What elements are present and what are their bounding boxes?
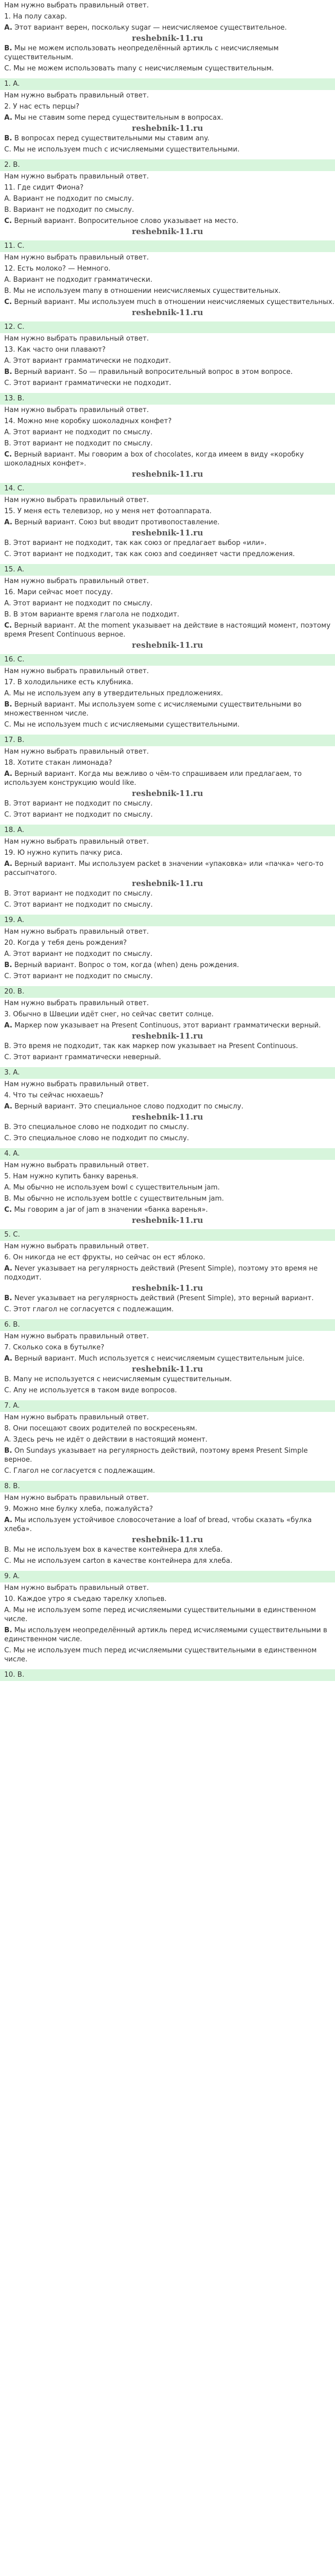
text-line: [4, 333, 335, 344]
watermark-text: reshebnik-11.ru: [131, 789, 204, 798]
option-text: B. Мы не используем many в отношении неисчисляемых существительных.: [4, 287, 281, 295]
option-text: 4. Что ты сейчас нюхаешь?: [4, 1092, 104, 1099]
option-text: On Sundays указывает на регулярность действий, поэтому время Present Simple верное.: [4, 1447, 308, 1464]
option-text: A. Вариант не подходит по смыслу.: [4, 195, 134, 203]
option-text: 10. Каждое утро я съедаю тарелку хлопьев.: [4, 1595, 167, 1603]
option-text: Нам нужно выбрать правильный ответ.: [4, 1161, 149, 1169]
watermark-text: reshebnik-11.ru: [131, 227, 204, 236]
text-line: [4, 1385, 335, 1396]
watermark-text: reshebnik-11.ru: [131, 1364, 204, 1374]
option-letter: C.: [4, 1206, 12, 1214]
option-text: Верный вариант. At the moment указывает на действие в настоящий момент, поэтому время Present Continuous верное.: [4, 622, 331, 639]
option-text: C. Мы не используем much перед исчисляемыми существительными в единственном числе.: [4, 1647, 317, 1663]
option-text: 8. Они посещают своих родителей по воскресеньям.: [4, 1425, 197, 1433]
option-letter: B.: [4, 135, 12, 142]
option-letter: B.: [4, 1626, 12, 1634]
text-line: [4, 495, 335, 506]
answer-banner: 17. B.: [0, 735, 335, 746]
text-line: [4, 101, 335, 112]
option-letter: A.: [4, 860, 13, 868]
option-text: B. Это специальное слово не подходит по смыслу.: [4, 1123, 189, 1131]
text-line: [4, 1171, 335, 1182]
text-line: [4, 809, 335, 820]
answer-banner: 4. A.: [0, 1148, 335, 1160]
text-line: [4, 768, 335, 789]
option-text: Нам нужно выбрать правильный ответ.: [4, 1414, 149, 1421]
text-line: [4, 285, 335, 297]
text-line: [4, 11, 335, 22]
option-text: C. Мы не используем much с исчисляемыми существительными.: [4, 721, 240, 729]
option-letter: A.: [4, 1355, 13, 1363]
text-line: [4, 937, 335, 949]
option-text: С. Мы не можем использовать many с неисчисляемым существительным.: [4, 65, 274, 73]
answer-banner: 18. A.: [0, 825, 335, 836]
text-line: [4, 1133, 335, 1144]
text-line: [4, 252, 335, 263]
option-text: Нам нужно выбрать правильный ответ.: [4, 92, 149, 100]
text-line: [4, 1252, 335, 1263]
text-line: [4, 133, 335, 144]
text-line: [4, 182, 335, 193]
option-text: Верный вариант. Мы используем much в отношении неисчисляемых существительных.: [12, 298, 334, 306]
option-text: B. Это время не подходит, так как маркер now указывает на Present Continuous.: [4, 1042, 298, 1050]
text-line: [4, 666, 335, 677]
text-line: [4, 416, 335, 427]
option-text: 6. Он никогда не ест фрукты, но сейчас он ест яблоко.: [4, 1254, 206, 1262]
option-text: B. Этот вариант не подходит по смыслу.: [4, 890, 153, 898]
answer-banner: 2. B.: [0, 159, 335, 171]
text-line: [4, 998, 335, 1009]
option-text: С. Мы не используем much с исчисляемыми существительными.: [4, 146, 240, 154]
option-text: 9. Можно мне булку хлеба, пожалуйста?: [4, 1505, 153, 1513]
text-line: [4, 263, 335, 274]
option-letter: B.: [4, 961, 12, 969]
option-text: B. Этот вариант не подходит по смыслу.: [4, 800, 153, 808]
text-line: [4, 171, 335, 182]
option-text: A. Мы не используем some перед исчисляемыми существительными в единственном числе.: [4, 1606, 316, 1623]
answer-banner: 1. A.: [0, 78, 335, 90]
text-line: [4, 112, 335, 123]
option-text: A. Вариант не подходит грамматически.: [4, 276, 153, 284]
option-text: Нам нужно выбрать правильный ответ.: [4, 406, 149, 414]
text-line: [4, 1041, 335, 1052]
answer-banner: 11. C.: [0, 240, 335, 252]
option-text: Маркер now указывает на Present Continuous, этот вариант грамматически верный.: [12, 1022, 321, 1030]
text-line: [4, 63, 335, 74]
option-text: A. Мы не используем any в утвердительных предложениях.: [4, 690, 223, 697]
text-line: [4, 549, 335, 560]
option-text: Нам нужно выбрать правильный ответ.: [4, 838, 149, 846]
text-line: [4, 746, 335, 757]
text-line: [4, 1293, 335, 1304]
option-text: Верный вариант. Much используется с неисчисляемым существительным juice.: [12, 1355, 305, 1363]
option-text: Верный вариант. Когда мы вежливо о чём-то спрашиваем или предлагаем, то используем конструкцию would like.: [4, 770, 302, 787]
option-text: B. Мы обычно не используем bottle с существительным jam.: [4, 1195, 224, 1203]
text-line: [4, 517, 335, 528]
watermark-text: reshebnik-11.ru: [131, 640, 204, 650]
option-text: 20. Когда у тебя день рождения?: [4, 939, 127, 947]
option-text: Нам нужно выбрать правильный ответ.: [4, 928, 149, 936]
answer-banner: 12. C.: [0, 321, 335, 333]
option-text: 2. У нас есть перцы?: [4, 103, 80, 111]
option-text: Верный вариант. Мы используем some с исчисляемыми существительными во множественном числе.: [4, 701, 302, 718]
text-line: [4, 1625, 335, 1645]
watermark-text: reshebnik-11.ru: [131, 308, 204, 317]
option-text: 5. Нам нужно купить банку варенья.: [4, 1173, 138, 1180]
answer-banner: 20. B.: [0, 986, 335, 998]
watermark-text: reshebnik-11.ru: [131, 33, 204, 43]
option-text: Нам нужно выбрать правильный ответ.: [4, 173, 149, 181]
answer-banner: 15. A.: [0, 564, 335, 576]
text-line: [4, 888, 335, 899]
option-text: Мы используем устойчивое словосочетание a loaf of bread, чтобы сказать «булка хлеба».: [4, 1516, 312, 1533]
text-line: [4, 274, 335, 285]
option-text: C. Это специальное слово не подходит по смыслу.: [4, 1134, 189, 1142]
option-text: C. Мы не используем carton в качестве контейнера для хлеба.: [4, 1557, 233, 1565]
text-line: [4, 1020, 335, 1031]
option-text: Мы не можем использовать неопределённый артикль с неисчисляемым существительным.: [4, 44, 279, 61]
text-line: [4, 1412, 335, 1423]
option-text: 7. Сколько сока в бутылке?: [4, 1344, 104, 1352]
option-text: Нам нужно выбрать правильный ответ.: [4, 254, 149, 262]
text-line: [4, 427, 335, 438]
text-line: [4, 971, 335, 982]
option-text: C. Этот вариант грамматически не подходит.: [4, 379, 171, 387]
option-text: Нам нужно выбрать правильный ответ.: [4, 1242, 149, 1250]
option-text: C. Этот вариант грамматически неверный.: [4, 1053, 161, 1061]
text-line: [4, 405, 335, 416]
option-letter: A.: [4, 1265, 13, 1273]
option-text: Нам нужно выбрать правильный ответ.: [4, 335, 149, 343]
text-line: [4, 576, 335, 587]
text-line: [4, 587, 335, 598]
option-text: 11. Где сидит Фиона?: [4, 184, 84, 192]
text-line: [4, 1515, 335, 1535]
text-line: [4, 1353, 335, 1364]
option-letter: A.: [4, 1022, 13, 1030]
option-text: A. Этот вариант не подходит по смыслу.: [4, 950, 153, 958]
watermark-text: reshebnik-11.ru: [131, 1215, 204, 1225]
text-line: [4, 1090, 335, 1101]
text-line: [4, 1182, 335, 1193]
option-text: B. Many не используется с неисчисляемым существительным.: [4, 1375, 232, 1383]
text-line: [4, 1555, 335, 1567]
option-letter: A.: [4, 24, 13, 32]
option-text: C. Этот глагол не согласуется с подлежащим.: [4, 1305, 174, 1313]
text-line: [4, 0, 335, 11]
option-text: Нам нужно выбрать правильный ответ.: [4, 1332, 149, 1340]
option-text: Нам нужно выбрать правильный ответ.: [4, 1584, 149, 1592]
text-line: [4, 1304, 335, 1315]
option-text: B. Этот вариант не подходит по смыслу.: [4, 440, 153, 448]
option-text: 13. Как часто они плавают?: [4, 346, 106, 354]
answer-banner: 8. B.: [0, 1481, 335, 1492]
option-text: Нам нужно выбрать правильный ответ.: [4, 1494, 149, 1502]
watermark-text: reshebnik-11.ru: [131, 1112, 204, 1122]
watermark-text: reshebnik-11.ru: [131, 879, 204, 888]
text-line: [4, 899, 335, 910]
text-line: [4, 1544, 335, 1555]
text-line: [4, 1331, 335, 1342]
text-line: [4, 344, 335, 355]
text-line: [4, 1423, 335, 1434]
text-line: [4, 858, 335, 879]
text-line: [4, 688, 335, 699]
text-line: [4, 1594, 335, 1605]
option-text: 12. Есть молоко? — Немного.: [4, 265, 111, 273]
text-line: [4, 1445, 335, 1465]
text-line: [4, 757, 335, 768]
option-letter: A.: [4, 518, 13, 526]
answer-banner: 16. C.: [0, 654, 335, 666]
option-letter: B.: [4, 44, 12, 52]
text-line: [4, 620, 335, 640]
option-text: 1. На полу сахар.: [4, 13, 67, 21]
text-line: [4, 1645, 335, 1665]
option-letter: B.: [4, 368, 12, 376]
option-text: C. Этот вариант не подходит по смыслу.: [4, 972, 153, 980]
option-letter: A.: [4, 1516, 13, 1524]
option-letter: A.: [4, 770, 13, 778]
answer-banner: 9. A.: [0, 1571, 335, 1582]
watermark-text: reshebnik-11.ru: [131, 469, 204, 479]
watermark-text: reshebnik-11.ru: [131, 1535, 204, 1544]
option-text: Верный вариант. Вопрос о том, когда (when) день рождения.: [12, 961, 239, 969]
option-text: 3. Обычно в Швеции идёт снег, но сейчас светит солнце.: [4, 1010, 214, 1018]
watermark-text: reshebnik-11.ru: [131, 1283, 204, 1293]
text-line: [4, 43, 335, 63]
answer-banner: 13. B.: [0, 393, 335, 405]
option-text: 19. Ю нужно купить пачку риса.: [4, 849, 123, 857]
option-text: A. Мы обычно не используем bowl с существительным jam.: [4, 1184, 220, 1192]
text-line: [4, 1374, 335, 1385]
option-text: 16. Мари сейчас моет посуду.: [4, 588, 113, 596]
text-line: [4, 598, 335, 609]
text-line: [4, 699, 335, 719]
answer-banner: 19. A.: [0, 915, 335, 926]
text-line: [4, 216, 335, 227]
answer-banner: 7. A.: [0, 1400, 335, 1412]
option-letter: B.: [4, 1294, 12, 1302]
option-text: C. Глагол не согласуется с подлежащим.: [4, 1467, 155, 1475]
text-line: [4, 609, 335, 620]
option-letter: C.: [4, 451, 12, 459]
option-text: A. Этот вариант не подходит по смыслу.: [4, 600, 153, 607]
option-text: B. Этот вариант не подходит, так как союз or предлагает выбор «или».: [4, 539, 267, 547]
option-text: Нам нужно выбрать правильный ответ.: [4, 1080, 149, 1088]
option-text: Нам нужно выбрать правильный ответ.: [4, 999, 149, 1007]
option-text: Верный вариант. Это специальное слово подходит по смыслу.: [12, 1103, 244, 1111]
text-line: [4, 1342, 335, 1353]
option-text: Мы не ставим some перед существительным в вопросах.: [12, 114, 223, 122]
option-letter: C.: [4, 217, 12, 225]
text-line: [4, 90, 335, 101]
option-text: Мы говорим a jar of jam в значении «банка варенья».: [12, 1206, 208, 1214]
text-line: [4, 449, 335, 469]
text-line: [4, 798, 335, 809]
text-line: [4, 836, 335, 847]
watermark-text: reshebnik-11.ru: [131, 123, 204, 133]
option-text: C. Этот вариант не подходит, так как союз and соединяет части предложения.: [4, 550, 295, 558]
text-line: [4, 1605, 335, 1625]
text-line: [4, 1122, 335, 1133]
text-line: [4, 1160, 335, 1171]
text-line: [4, 677, 335, 688]
option-letter: A.: [4, 114, 13, 122]
option-text: Нам нужно выбрать правильный ответ.: [4, 496, 149, 504]
text-line: [4, 204, 335, 216]
answer-banner: 10. B.: [0, 1669, 335, 1681]
text-line: [4, 1241, 335, 1252]
text-line: [4, 1052, 335, 1063]
option-text: Верный вариант. Мы говорим a box of chocolates, когда имеем в виду «коробку шоколадных конфет».: [4, 451, 304, 468]
option-text: C. Этот вариант не подходит по смыслу.: [4, 901, 153, 909]
option-text: Этот вариант верен, поскольку sugar — неисчисляемое существительное.: [12, 24, 287, 32]
option-text: Верный вариант. Вопросительное слово указывает на место.: [12, 217, 239, 225]
text-line: [4, 719, 335, 730]
text-line: [4, 1465, 335, 1477]
option-letter: B.: [4, 1447, 12, 1455]
text-line: [4, 960, 335, 971]
option-text: Верный вариант. Союз but вводит противопоставление.: [12, 518, 220, 526]
watermark-text: reshebnik-11.ru: [131, 1031, 204, 1041]
option-text: 18. Хотите стакан лимонада?: [4, 759, 112, 767]
option-letter: B.: [4, 701, 12, 709]
option-text: Верный вариант. So — правильный вопросительный вопрос в этом вопросе.: [12, 368, 293, 376]
text-line: [4, 1101, 335, 1112]
option-text: В вопросах перед существительными мы ставим any.: [12, 135, 209, 142]
text-line: [4, 538, 335, 549]
text-line: [4, 926, 335, 937]
option-letter: C.: [4, 298, 12, 306]
text-line: [4, 1263, 335, 1283]
text-line: [4, 193, 335, 204]
text-line: [4, 1204, 335, 1215]
option-text: 17. В холодильнике есть клубника.: [4, 678, 134, 686]
text-line: [4, 1492, 335, 1504]
option-text: A. Этот вариант грамматически не подходит.: [4, 357, 171, 365]
option-text: Нам нужно выбрать правильный ответ.: [4, 2, 149, 10]
text-line: [4, 144, 335, 155]
text-line: [4, 297, 335, 308]
option-text: A. Этот вариант не подходит по смыслу.: [4, 428, 153, 436]
text-line: [4, 366, 335, 378]
option-letter: A.: [4, 1103, 13, 1111]
option-text: B. В этом варианте время глагола не подходит.: [4, 611, 180, 619]
text-line: [4, 355, 335, 366]
option-text: C. Any не используется в таком виде вопросов.: [4, 1387, 177, 1394]
text-line: [4, 949, 335, 960]
option-text: Never указывает на регулярность действий (Present Simple), поэтому это время не подходит.: [4, 1265, 318, 1282]
text-line: [4, 847, 335, 858]
option-text: C. Этот вариант не подходит по смыслу.: [4, 811, 153, 819]
option-text: Мы используем неопределённый артикль перед исчисляемыми существительными в единственном числе.: [4, 1626, 328, 1643]
text-line: [4, 506, 335, 517]
text-line: [4, 378, 335, 389]
option-text: A. Здесь речь не идёт о действии в настоящий момент.: [4, 1436, 208, 1444]
text-line: [4, 1504, 335, 1515]
answer-banner: 5. C.: [0, 1229, 335, 1241]
option-text: Нам нужно выбрать правильный ответ.: [4, 748, 149, 756]
option-letter: C.: [4, 622, 12, 630]
option-text: 15. У меня есть телевизор, но у меня нет фотоаппарата.: [4, 507, 212, 515]
option-text: Never указывает на регулярность действий (Present Simple), это верный вариант.: [12, 1294, 314, 1302]
answer-banner: 14. C.: [0, 483, 335, 495]
text-line: [4, 1079, 335, 1090]
text-line: [4, 438, 335, 449]
text-line: [4, 1009, 335, 1020]
text-line: [4, 22, 335, 33]
option-text: Верный вариант. Мы используем packet в значении «упаковка» или «пачка» чего-то рассыпчатого.: [4, 860, 324, 877]
answer-banner: 6. B.: [0, 1319, 335, 1331]
option-text: B. Мы не используем box в качестве контейнера для хлеба.: [4, 1546, 223, 1554]
answer-banner: 3. A.: [0, 1067, 335, 1079]
text-line: [4, 1193, 335, 1204]
text-line: [4, 1582, 335, 1594]
option-text: Нам нужно выбрать правильный ответ.: [4, 667, 149, 675]
watermark-text: reshebnik-11.ru: [131, 528, 204, 538]
text-line: [4, 1434, 335, 1445]
option-text: B. Вариант не подходит по смыслу.: [4, 206, 134, 214]
option-text: 14. Можно мне коробку шоколадных конфет?: [4, 417, 172, 425]
option-text: Нам нужно выбрать правильный ответ.: [4, 577, 149, 585]
